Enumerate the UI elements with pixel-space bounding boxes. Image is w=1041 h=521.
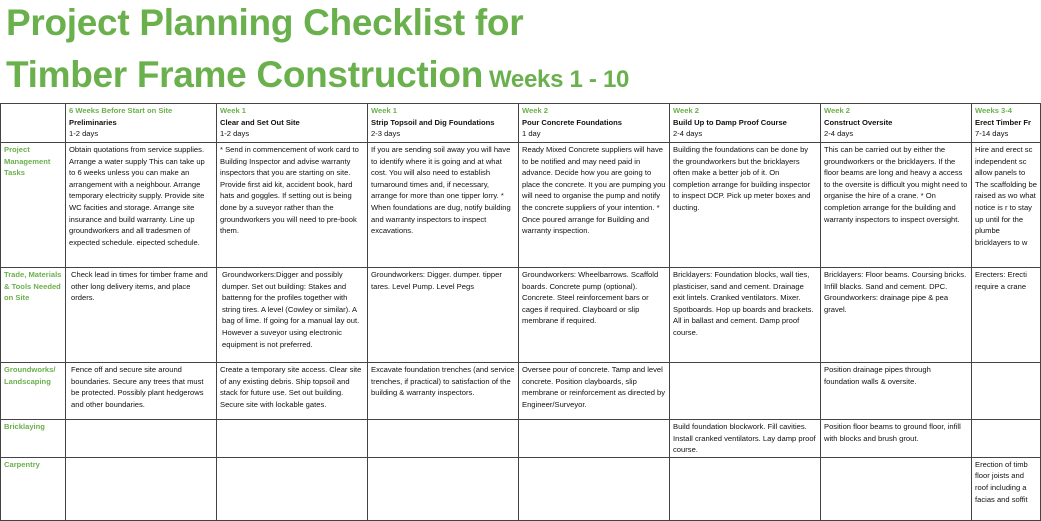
column-stage: Preliminaries (69, 117, 117, 127)
table-cell: Groundworkers: Wheelbarrows. Scaffold boards. Concrete pump (optional). Concrete. Steel reinforcement bars or cages if required. Clayboard or slip membrane if required. (519, 268, 670, 363)
table-cell (670, 363, 821, 420)
row-label: Groundworks/ Landscaping (1, 363, 66, 420)
column-week: Week 2 (673, 106, 700, 115)
column-duration: 2-3 days (371, 129, 401, 139)
column-stage: Build Up to Damp Proof Course (673, 117, 787, 127)
column-stage: Pour Concrete Foundations (522, 117, 622, 127)
table-cell: If you are sending soil away you will have to identify where it is going and at what cost. You will also need to establish turnaround times and, if necessary, arrange for more than one tipper lorry. * When foundations are dug, notify building and warranty inspectors to inspect excavations. (368, 143, 519, 268)
row-label: Bricklaying (1, 420, 66, 458)
row-label: Carpentry (1, 457, 66, 520)
header-row (1, 104, 1041, 143)
column-week: Weeks 3-4 (975, 106, 1013, 115)
table-row (1, 268, 1041, 363)
table-cell: Oversee pour of concrete. Tamp and level concrete. Position clayboards, slip membrane or reinforcement as directed by Engineer/Surveyor. (519, 363, 670, 420)
column-header (972, 104, 1041, 143)
title-line-1: Project Planning Checklist for (6, 2, 524, 43)
table-cell: Hire and erect sc independent sc allow panels to The scaffolding be raised as wo what notice is r to stay up until for the plumbe bricklayers to w (972, 143, 1041, 268)
column-duration: 7-14 days (975, 129, 1009, 139)
column-stage: Strip Topsoil and Dig Foundations (371, 117, 495, 127)
table-cell: Create a temporary site access. Clear site of any existing debris. Ship topsoil and stack for future use. Set out building. Secure site with lockable gates. (217, 363, 368, 420)
table-cell: Building the foundations can be done by the groundworkers but the bricklayers often make a better job of it. On completion arrange for building inspector to inspect DCP. Pick up meter boxes and ducting. (670, 143, 821, 268)
title-weeks: Weeks 1 - 10 (489, 66, 630, 93)
table-cell (821, 457, 972, 520)
column-stage: Construct Oversite (824, 117, 893, 127)
table-cell (519, 420, 670, 458)
table-cell: Obtain quotations from service supplies. Arrange a water supply This can take up to 6 weeks unless you can make an arrangement with a neighbour. Arrange temporary electricity supply. Provide site WC facities and storage. Arrange site insurance and build warranty. Line up groundworkers and all tradesmen of expected schedule. eipected schedule. (66, 143, 217, 268)
column-stage: Clear and Set Out Site (220, 117, 300, 127)
column-header (519, 104, 670, 143)
table-row (1, 457, 1041, 520)
table-cell (972, 363, 1041, 420)
column-stage: Erect Timber Fr (975, 117, 1031, 127)
table-cell: * Send in commencement of work card to Building Inspector and advise warranty inspectors that you are starting on site. Provide first aid kit, accident book, hard hats and goggles. If setting out is being done by a suveyor rather than the groundworkers you will need to pre-book them. (217, 143, 368, 268)
table-cell: Ready Mixed Concrete suppliers will have to be notified and may need paid in advance. Decide how you are going to place the concrete. It you are pumping you will need to organise the pump and notify the concrete suppliers of your intention. * Once poured arrange for Building and warranty inspection. (519, 143, 670, 268)
table-cell (217, 420, 368, 458)
column-week: Week 1 (220, 106, 247, 115)
column-week: Week 2 (824, 106, 851, 115)
column-week: Week 1 (371, 106, 398, 115)
table-cell: Groundworkers: Digger. dumper. tipper tares. Level Pump. Level Pegs (368, 268, 519, 363)
row-label: Trade, Materials & Tools Needed on Site (1, 268, 66, 363)
table-cell: Bricklayers: Foundation blocks, wall ties, plasticiser, sand and cement. Drainage exit lintels. Cranked ventilators. Mixer. Spotboards. Hop up boards and brackets. All in ballast and cement. Damp proof course. (670, 268, 821, 363)
table-cell: Position floor beams to ground floor, infill with blocks and brush grout. (821, 420, 972, 458)
column-header (66, 104, 217, 143)
row-label: Project Management Tasks (1, 143, 66, 268)
table-cell: Excavate foundation trenches (and service trenches, if practical) to satisfaction of the building & warranty inspectors. (368, 363, 519, 420)
table-cell (519, 457, 670, 520)
table-cell (670, 457, 821, 520)
table-cell (66, 420, 217, 458)
title-main: Timber Frame Construction (6, 54, 484, 95)
table-row (1, 143, 1041, 268)
column-week: Week 2 (522, 106, 549, 115)
table-cell: Groundworkers:Digger and possibly dumper. Set out building: Stakes and battenng for the profiles together with string tires. A level (Cowley or similar). A bag of lime. If going for a manual lay out. However a suveyor using electronic equipment is not preferred. (217, 268, 368, 363)
table-cell (66, 457, 217, 520)
table-cell (217, 457, 368, 520)
table-cell: Check lead in times for timber frame and other long delivery items, and place orders. (66, 268, 217, 363)
table-cell: Erection of timb floor joists and roof including a facias and soffit (972, 457, 1041, 520)
corner-cell (1, 104, 66, 143)
table-cell (972, 420, 1041, 458)
table-cell: This can be carried out by either the groundworkers or the bricklayers. If the floor beams are long and heavy a access to the oversite is difficult you might need to organise the hire of a crane. * On completion arrange for the building and warranty inspectors to inspect oversight. (821, 143, 972, 268)
checklist-table (0, 103, 1041, 521)
column-header (821, 104, 972, 143)
table-cell: Build foundation blockwork. Fill cavities. Install cranked ventilators. Lay damp proof course. (670, 420, 821, 458)
column-header (670, 104, 821, 143)
table-cell: Bricklayers: Floor beams. Coursing bricks. Infill blacks. Sand and cement. DPC. Groundworkers: drainage pipe & pea gravel. (821, 268, 972, 363)
column-duration: 1 day (522, 129, 541, 139)
column-week: 6 Weeks Before Start on Site (69, 106, 173, 115)
column-duration: 2-4 days (824, 129, 854, 139)
table-cell (368, 420, 519, 458)
column-duration: 1-2 days (220, 129, 250, 139)
column-duration: 1-2 days (69, 129, 99, 139)
table-row (1, 420, 1041, 458)
table-cell: Position drainage pipes through foundation walls & oversite. (821, 363, 972, 420)
title-line-2 (6, 54, 629, 96)
table-cell: Fence off and secure site around boundaries. Secure any trees that must be protected. Possibly plant hedgerows and other boundaries. (66, 363, 217, 420)
table-cell (368, 457, 519, 520)
column-duration: 2-4 days (673, 129, 703, 139)
column-header (217, 104, 368, 143)
column-header (368, 104, 519, 143)
table-row (1, 363, 1041, 420)
table-cell: Erecters: Erecti require a crane (972, 268, 1041, 363)
